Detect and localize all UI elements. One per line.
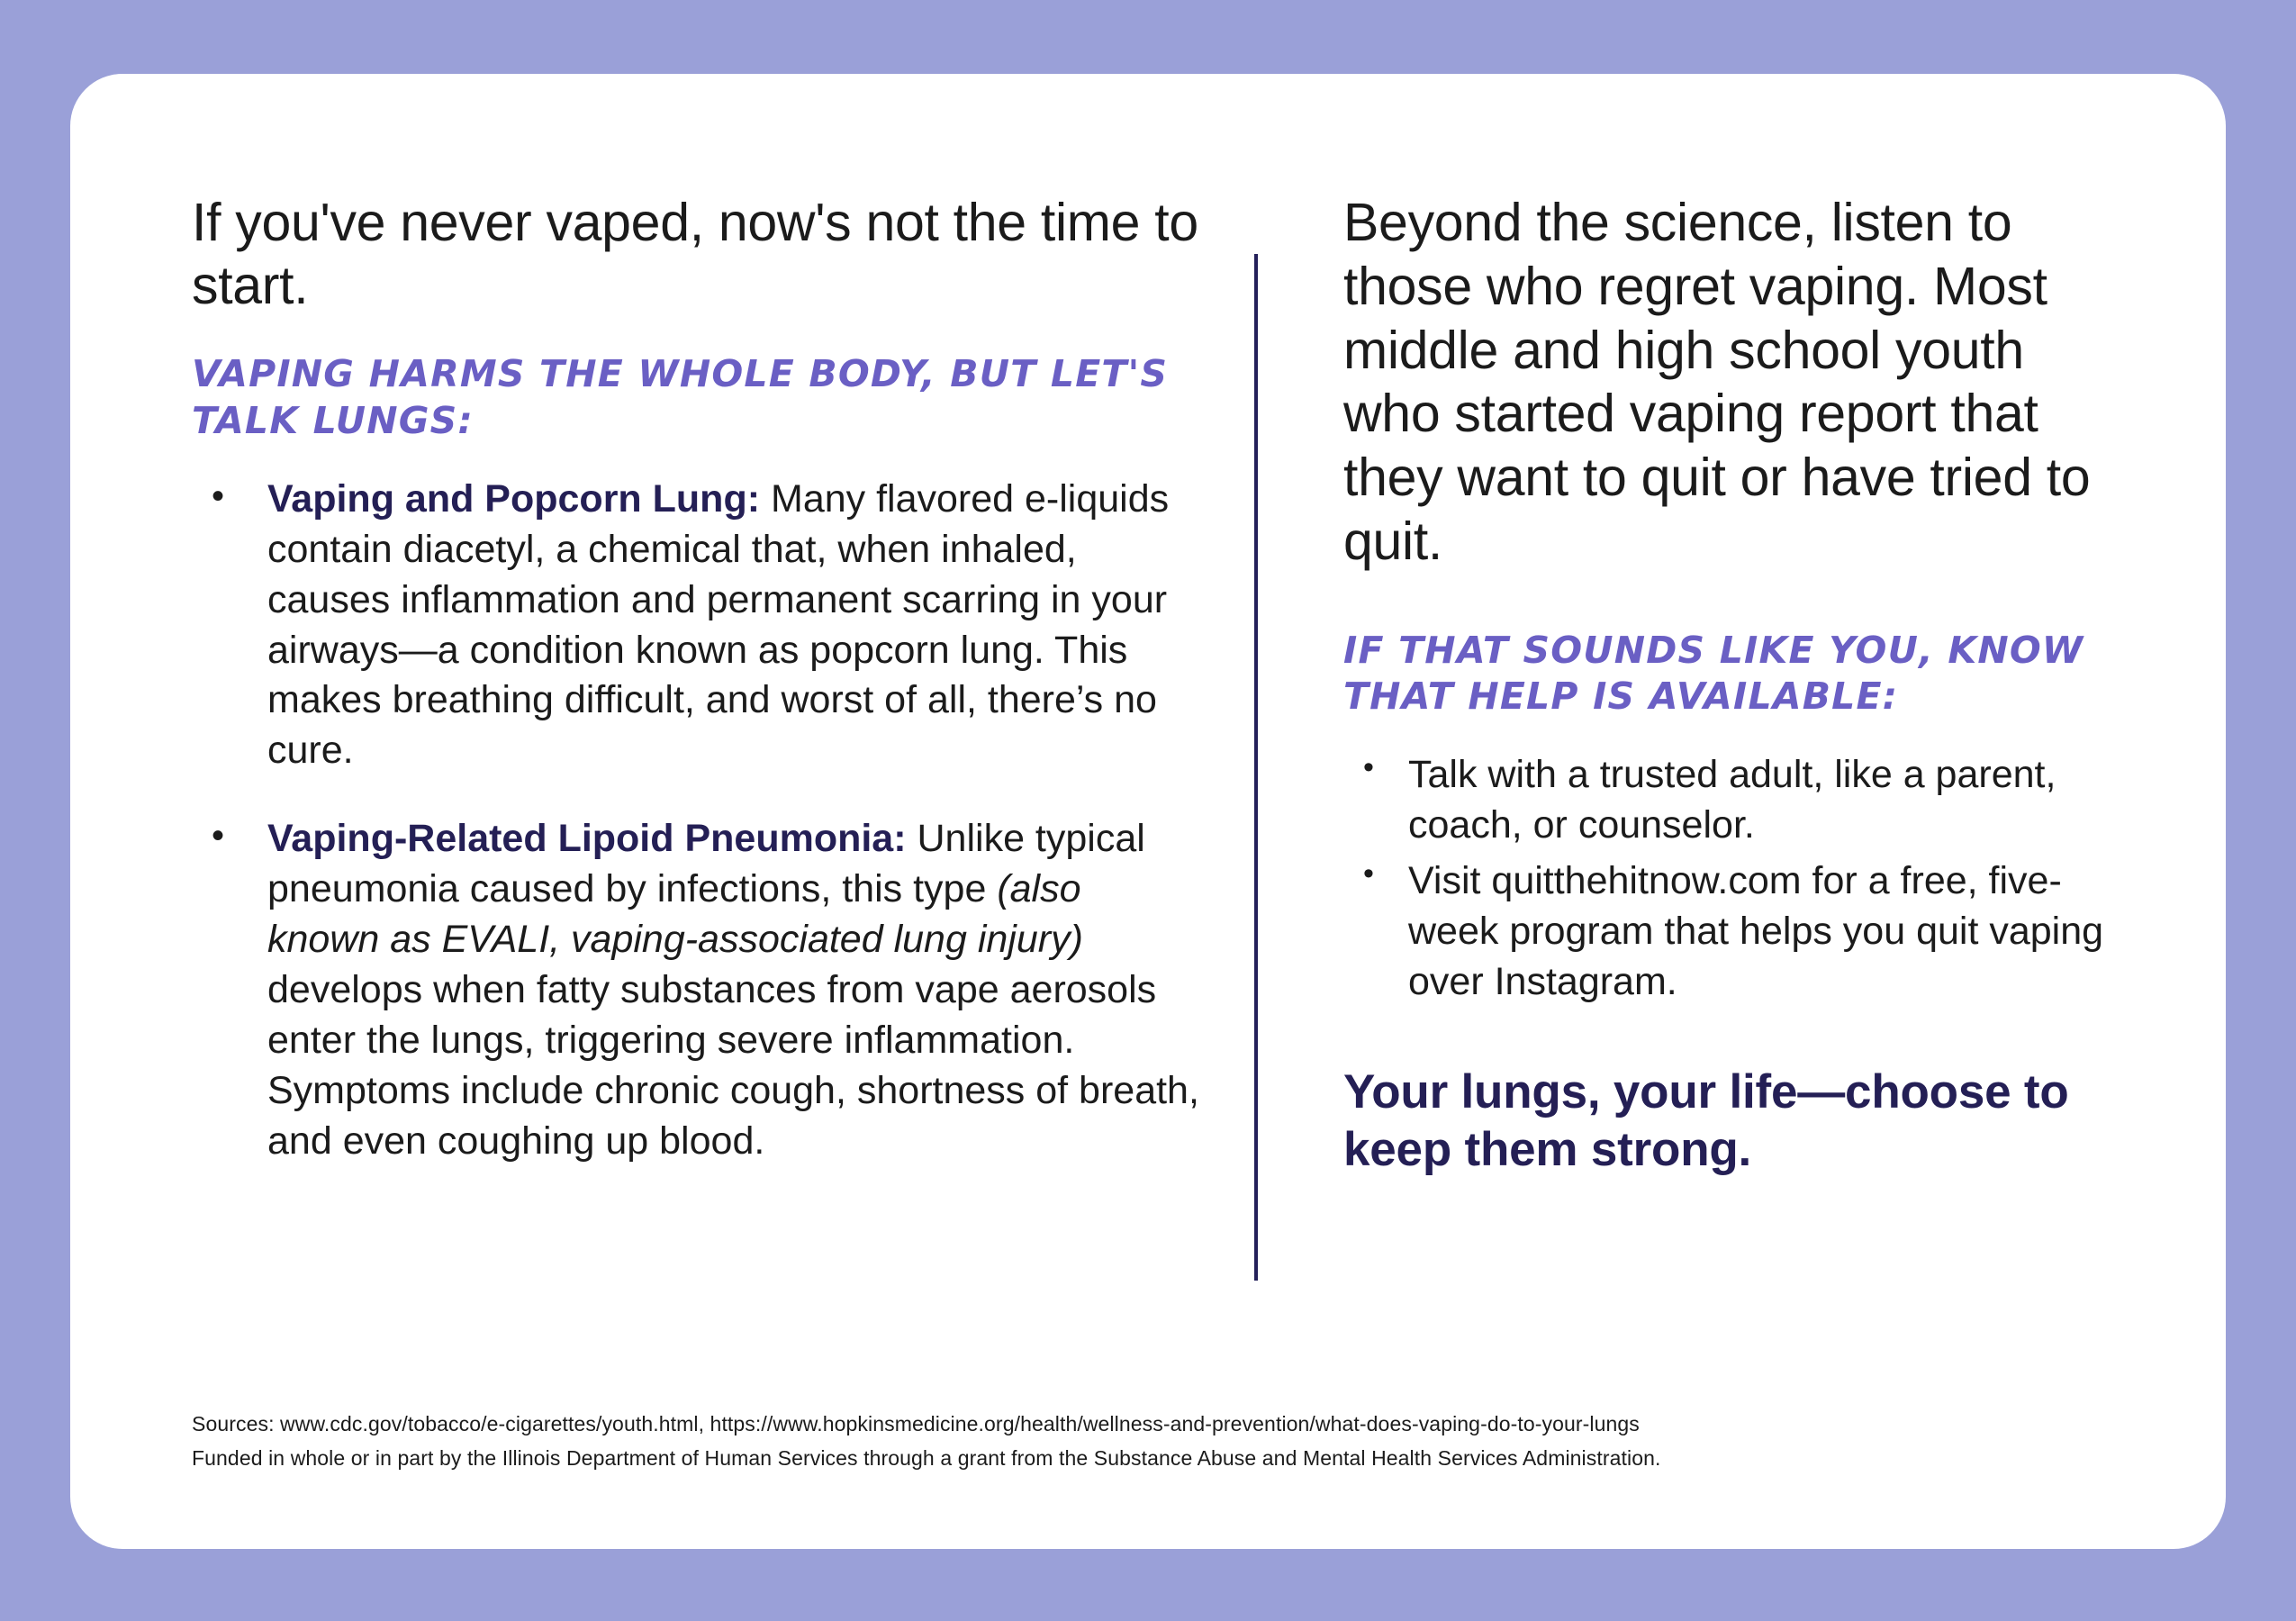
footer-sources: Sources: www.cdc.gov/tobacco/e-cigarettes/youth.html, https://www.hopkinsmedicine.org/health/wellness-and-prevention/what-does-vaping-do-to-your-lungs	[192, 1411, 1640, 1435]
content-columns	[70, 74, 2226, 1362]
list-item: • Talk with a trusted adult, like a parent, coach, or counselor.	[1343, 750, 2109, 851]
left-bullet-list	[192, 475, 1200, 1167]
footer-funding: Funded in whole or in part by the Illinois Department of Human Services through a grant from the Substance Abuse and Mental Health Services Administration.	[192, 1446, 1661, 1471]
bullet-body-text-cont: develops when fatty substances from vape aerosols enter the lungs, triggering severe inflammation. Symptoms include chronic cough, shortness of breath, and even coughing up blood.	[267, 967, 1199, 1163]
list-item	[192, 814, 1200, 1166]
info-card	[70, 74, 2226, 1549]
list-item	[192, 475, 1200, 776]
left-column	[70, 74, 1254, 1362]
bullet-body-text: Unlike typical pneumonia caused by infections, this type	[267, 817, 1145, 911]
left-subheading: VAPING HARMS THE WHOLE BODY, BUT LET'S TALK LUNGS:	[192, 352, 1169, 442]
bullet-body-text: Many flavored e-liquids contain diacetyl, a chemical that, when inhaled, causes inflammation and permanent scarring in your airways—a condition known as popcorn lung. This makes breathing difficult, and worst of all, there’s no cure.	[267, 476, 1170, 773]
bullet-lead-label: Vaping and Popcorn Lung:	[267, 476, 761, 521]
right-bullet-list	[1343, 750, 2109, 1007]
closing-statement: Your lungs, your life—choose to keep them strong.	[1343, 1064, 2069, 1177]
right-lead-paragraph: Beyond the science, listen to those who regret vaping. Most middle and high school youth who started vaping report that they want to quit or have tried to quit.	[1343, 193, 2091, 571]
footer	[192, 1409, 2145, 1479]
list-item: • Visit quitthehitnow.com for a free, five-week program that helps you quit vaping over Instagram.	[1343, 856, 2109, 1008]
bullet-lead-label: Vaping-Related Lipoid Pneumonia:	[267, 817, 907, 861]
bullet-italic-text: (also known as EVALI, vaping-associated lung injury)	[267, 867, 1083, 962]
right-subheading: IF THAT SOUNDS LIKE YOU, KNOW THAT HELP IS AVAILABLE:	[1343, 628, 2084, 719]
right-column	[1258, 74, 2226, 1362]
left-lead-paragraph: If you've never vaped, now's not the time to start.	[192, 193, 1198, 316]
